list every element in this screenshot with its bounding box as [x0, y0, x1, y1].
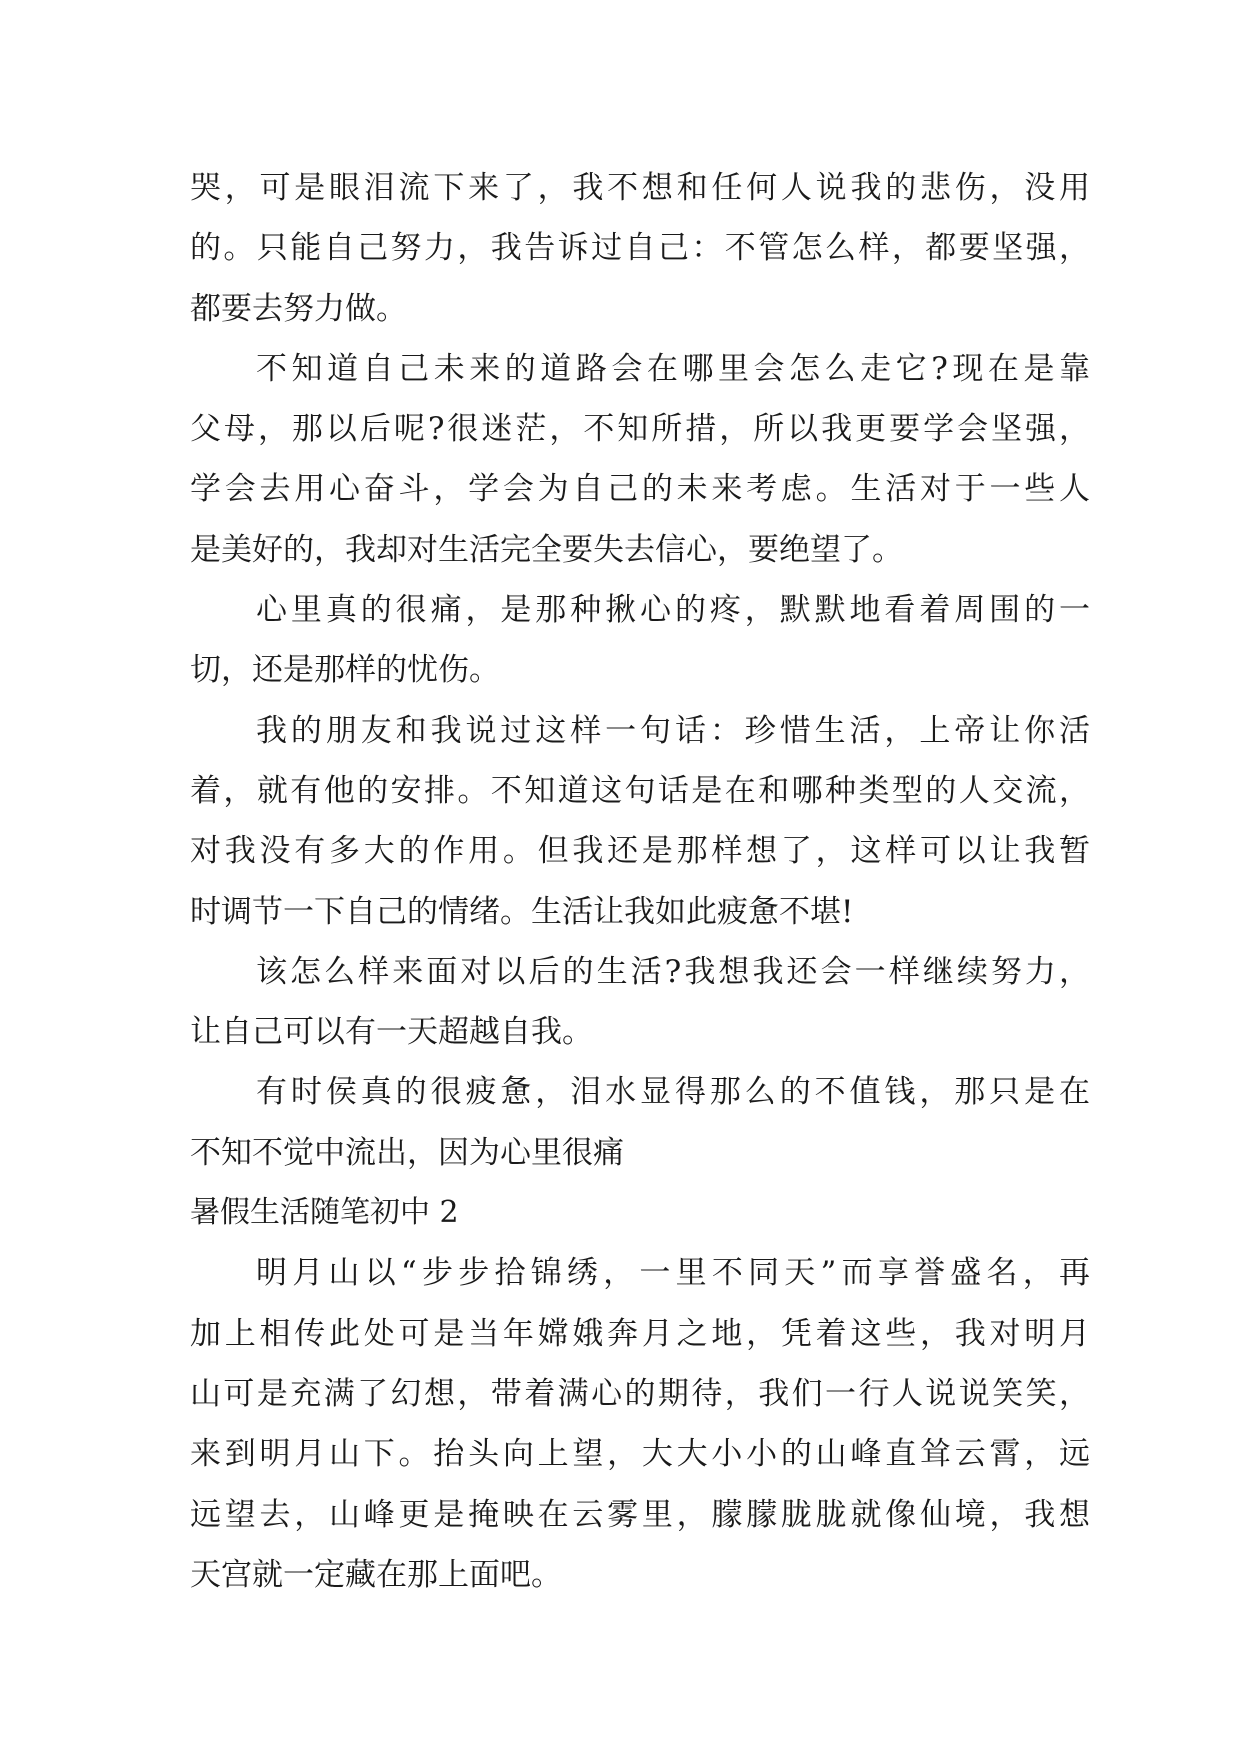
paragraph-line: 不知道自己未来的道路会在哪里会怎么走它?现在是靠	[256, 350, 1090, 387]
paragraph-line: 切，还是那样的忧伤。	[190, 652, 500, 689]
paragraph-line: 让自己可以有一天超越自我。	[190, 1014, 593, 1051]
paragraph-line: 对我没有多大的作用。但我还是那样想了，这样可以让我暂	[190, 833, 1090, 870]
paragraph-line: 不知不觉中流出，因为心里很痛	[190, 1134, 624, 1171]
paragraph-line: 哭，可是眼泪流下来了，我不想和任何人说我的悲伤，没用	[190, 170, 1090, 206]
paragraph-line: 山可是充满了幻想，带着满心的期待，我们一行人说说笑笑，	[190, 1375, 1090, 1412]
paragraph-line: 来到明月山下。抬头向上望，大大小小的山峰直耸云霄，远	[190, 1436, 1090, 1473]
essay-body	[190, 158, 1090, 1605]
paragraph-line: 学会去用心奋斗，学会为自己的未来考虑。生活对于一些人	[190, 471, 1090, 508]
paragraph-line: 时调节一下自己的情绪。生活让我如此疲惫不堪!	[190, 893, 854, 930]
paragraph-line: 我的朋友和我说过这样一句话：珍惜生活，上帝让你活	[256, 712, 1090, 749]
paragraph-line: 的。只能自己努力，我告诉过自己：不管怎么样，都要坚强，	[190, 230, 1090, 267]
paragraph-line: 是美好的，我却对生活完全要失去信心，要绝望了。	[190, 531, 903, 568]
paragraph-line: 心里真的很痛，是那种揪心的疼，默默地看着周围的一	[256, 592, 1090, 629]
paragraph-line: 远望去，山峰更是掩映在云雾里，朦朦胧胧就像仙境，我想	[190, 1496, 1090, 1533]
paragraph-line: 加上相传此处可是当年嫦娥奔月之地，凭着这些，我对明月	[190, 1315, 1090, 1352]
section-heading: 暑假生活随笔初中 2	[190, 1195, 459, 1231]
paragraph-line: 该怎么样来面对以后的生活?我想我还会一样继续努力，	[256, 953, 1090, 990]
paragraph-line: 着，就有他的安排。不知道这句话是在和哪种类型的人交流，	[190, 772, 1090, 809]
paragraph-line: 有时侯真的很疲惫，泪水显得那么的不值钱，那只是在	[256, 1074, 1090, 1111]
paragraph-line: 父母，那以后呢?很迷茫，不知所措，所以我更要学会坚强，	[190, 411, 1090, 448]
paragraph-line: 都要去努力做。	[190, 290, 407, 327]
paragraph-line: 明月山以“步步拾锦绣，一里不同天”而享誉盛名，再	[256, 1255, 1090, 1292]
paragraph-line: 天宫就一定藏在那上面吧。	[190, 1556, 562, 1593]
